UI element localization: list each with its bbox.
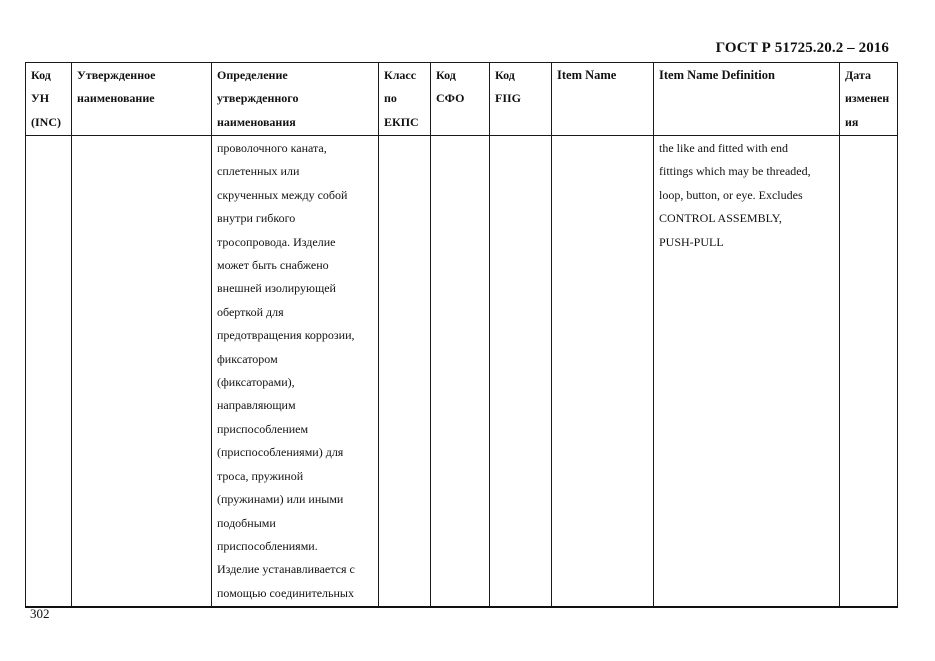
- cell-definition-ru: проволочного каната, сплетенных или скрученных между собой внутри гибкого тросопровода. Изделие может быть снабжено внешней изолирующей оберткой для предотвращения коррозии, фиксатором (фиксаторами), направляющим приспособлением (приспособлениями) для троса, пружиной (пружинами) или иными подобными приспособлениями. Изделие устанавливается с помощью соединительных: [212, 136, 379, 608]
- col-header-ekps-class: Класс по ЕКПС: [379, 63, 431, 136]
- cell-fiig-code: [490, 136, 552, 608]
- col-header-item-name-definition: Item Name Definition: [654, 63, 840, 136]
- cell-item-name: [552, 136, 654, 608]
- cell-item-name-definition: the like and fitted with end fittings which may be threaded, loop, button, or eye. Excludes CONTROL ASSEMBLY, PUSH-PULL: [654, 136, 840, 608]
- col-header-fiig-code: Код FIIG: [490, 63, 552, 136]
- cell-change-date: [840, 136, 898, 608]
- document-title: ГОСТ Р 51725.20.2 – 2016: [715, 40, 889, 56]
- table-header-row: [26, 63, 898, 136]
- col-header-change-date: Дата изменен ия: [840, 63, 898, 136]
- cell-inc-code: [26, 136, 72, 608]
- cell-ekps-class: [379, 136, 431, 608]
- col-header-approved-name: Утвержденное наименование: [72, 63, 212, 136]
- col-header-item-name: Item Name: [552, 63, 654, 136]
- col-header-inc-code: Код УН (INC): [26, 63, 72, 136]
- cell-approved-name: [72, 136, 212, 608]
- col-header-sfo-code: Код СФО: [431, 63, 490, 136]
- classification-table: [25, 62, 898, 608]
- page-number: 302: [30, 606, 50, 621]
- cell-sfo-code: [431, 136, 490, 608]
- table-row: [26, 136, 898, 608]
- col-header-definition: Определение утвержденного наименования: [212, 63, 379, 136]
